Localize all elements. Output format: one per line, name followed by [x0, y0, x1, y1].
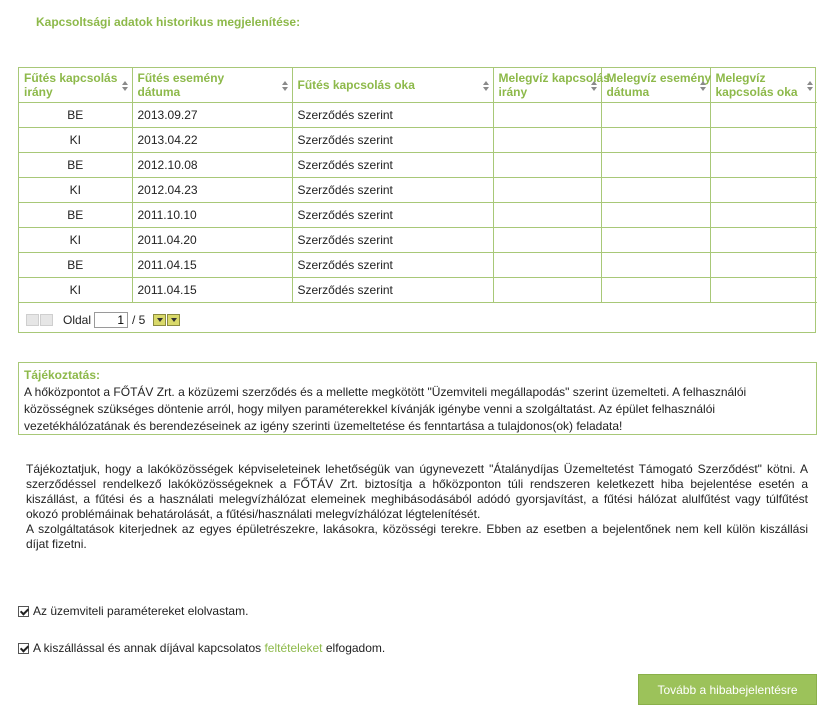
col-header-label: Fűtés esemény — [137, 70, 225, 85]
sort-icon[interactable] — [807, 81, 813, 91]
col-header-label: Melegvíz esemény — [606, 70, 712, 85]
terms-accept-label-before: A kiszállással és annak díjával kapcsolatos — [33, 641, 265, 655]
table-row[interactable] — [19, 177, 817, 202]
cell-heating-direction: BE — [19, 102, 132, 127]
last-page-button[interactable] — [167, 314, 180, 326]
cell-hotwater-direction — [493, 227, 601, 252]
first-page-button[interactable] — [26, 314, 39, 326]
sort-icon[interactable] — [122, 81, 128, 91]
cell-hotwater-direction — [493, 252, 601, 277]
cell-heating-date: 2013.09.27 — [132, 102, 292, 127]
cell-hotwater-reason — [710, 102, 817, 127]
cell-heating-reason: Szerződés szerint — [292, 177, 493, 202]
table-row[interactable] — [19, 102, 817, 127]
table-row[interactable] — [19, 277, 817, 302]
col-header-label: dátuma — [606, 84, 650, 99]
cell-hotwater-reason — [710, 152, 817, 177]
cell-hotwater-direction — [493, 127, 601, 152]
terms-accept-label-after: elfogadom. — [322, 641, 386, 655]
service-paragraph-2: A szolgáltatások kiterjednek az egyes épületrészekre, lakásokra, közösségi terekre. Ebben az esetben a bejelentőnek nem kell külön kiszállási díjat fizetni. — [26, 522, 808, 551]
table-header-row — [19, 68, 817, 102]
page-title: Kapcsoltsági adatok historikus megjelenítése: — [36, 15, 301, 29]
history-grid — [18, 67, 816, 333]
cell-heating-direction: KI — [19, 127, 132, 152]
cell-hotwater-reason — [710, 127, 817, 152]
cell-heating-reason: Szerződés szerint — [292, 227, 493, 252]
cell-hotwater-direction — [493, 277, 601, 302]
col-header-heating-date[interactable] — [132, 68, 292, 102]
cell-hotwater-date — [601, 177, 710, 202]
col-header-label: dátuma — [137, 84, 181, 99]
info-box — [18, 362, 817, 435]
cell-heating-direction: KI — [19, 177, 132, 202]
col-header-label: Fűtés kapcsolás oka — [297, 77, 415, 92]
next-page-button[interactable] — [153, 314, 166, 326]
cell-heating-reason: Szerződés szerint — [292, 127, 493, 152]
cell-heating-direction: BE — [19, 252, 132, 277]
cell-heating-date: 2011.04.20 — [132, 227, 292, 252]
table-row[interactable] — [19, 152, 817, 177]
cell-hotwater-reason — [710, 277, 817, 302]
cell-heating-direction: BE — [19, 152, 132, 177]
service-description — [26, 462, 808, 552]
cell-heating-date: 2011.04.15 — [132, 252, 292, 277]
cell-heating-direction: KI — [19, 277, 132, 302]
col-header-heating-reason[interactable] — [292, 68, 493, 102]
sort-icon[interactable] — [282, 81, 288, 91]
cell-hotwater-date — [601, 202, 710, 227]
col-header-hotwater-date[interactable] — [601, 68, 710, 102]
cell-hotwater-direction — [493, 102, 601, 127]
table-row[interactable] — [19, 227, 817, 252]
cell-hotwater-reason — [710, 252, 817, 277]
cell-heating-date: 2011.10.10 — [132, 202, 292, 227]
pager-label: Oldal — [63, 313, 92, 327]
col-header-label: kapcsolás oka — [715, 84, 798, 99]
col-header-heating-direction[interactable] — [19, 68, 132, 102]
terms-accept-checkbox[interactable] — [18, 643, 29, 654]
cell-hotwater-reason — [710, 177, 817, 202]
sort-icon[interactable] — [483, 81, 489, 91]
cell-heating-date: 2012.10.08 — [132, 152, 292, 177]
cell-heating-date: 2012.04.23 — [132, 177, 292, 202]
cell-heating-reason: Szerződés szerint — [292, 152, 493, 177]
service-paragraph-1: Tájékoztatjuk, hogy a lakóközösségek képviseleteinek lehetőségük van úgynevezett "Átalánydíjas Üzemeltetést Támogató Szerződést" kötni. A szerződéssel rendelkező lakóközösségeknek a FŐTÁV Zrt. biztosítja a hőközponton túli rendszeren keletkezett hiba bejelentése esetén a kiszállást, a fűtési és a használati melegvízhálózat elemeinek meghibásodásából adódó gyorsjavítást, a fűtési hálózat alulfűtést vagy túlfűtést okozó problémáinak behatárolását, a fűtési/használati melegvízhálózat légtelenítését. — [26, 462, 808, 521]
cell-heating-date: 2011.04.15 — [132, 277, 292, 302]
cell-hotwater-direction — [493, 177, 601, 202]
pager — [26, 312, 181, 328]
col-header-label: Melegvíz kapcsolás — [498, 70, 610, 85]
cell-hotwater-reason — [710, 227, 817, 252]
cell-heating-direction: KI — [19, 227, 132, 252]
cell-hotwater-direction — [493, 152, 601, 177]
params-read-checkbox-row[interactable] — [18, 604, 248, 618]
cell-hotwater-date — [601, 252, 710, 277]
history-table — [19, 68, 817, 303]
table-row[interactable] — [19, 127, 817, 152]
table-row[interactable] — [19, 202, 817, 227]
params-read-label: Az üzemviteli paramétereket elolvastam. — [33, 604, 249, 618]
cell-hotwater-date — [601, 277, 710, 302]
cell-heating-reason: Szerződés szerint — [292, 277, 493, 302]
continue-to-fault-report-button[interactable]: Tovább a hibabejelentésre — [638, 674, 817, 705]
page-number-input[interactable] — [94, 312, 128, 328]
info-heading: Tájékoztatás: — [24, 368, 101, 382]
cell-hotwater-date — [601, 102, 710, 127]
info-text: A hőközpontot a FŐTÁV Zrt. a közüzemi szerződés és a mellette megkötött "Üzemviteli megállapodás" szerint üzemelteti. A felhasználói közösségnek szükséges döntenie arról, hogy milyen paraméterekkel kívánják igénybe venni a szolgáltatást. Az épület felhasználói vezetékhálózatának és berendezéseinek az igény szerinti üzemeltetése és fenntartása a tulajdonos(ok) feladata! — [24, 385, 747, 433]
params-read-checkbox[interactable] — [18, 606, 29, 617]
prev-page-button[interactable] — [40, 314, 53, 326]
terms-accept-checkbox-row[interactable] — [18, 641, 385, 655]
col-header-label: irány — [498, 84, 528, 99]
sort-icon[interactable] — [700, 81, 706, 91]
cell-heating-direction: BE — [19, 202, 132, 227]
col-header-hotwater-reason[interactable] — [710, 68, 817, 102]
col-header-hotwater-direction[interactable] — [493, 68, 610, 102]
cell-heating-reason: Szerződés szerint — [292, 202, 493, 227]
cell-hotwater-direction — [493, 202, 601, 227]
col-header-label: Melegvíz — [715, 70, 766, 85]
sort-icon[interactable] — [591, 81, 597, 91]
cell-heating-reason: Szerződés szerint — [292, 102, 493, 127]
page-total: / 5 — [132, 313, 146, 327]
terms-link[interactable]: feltételeket — [264, 641, 323, 655]
cell-hotwater-reason — [710, 202, 817, 227]
cell-hotwater-date — [601, 127, 710, 152]
cell-hotwater-date — [601, 152, 710, 177]
cell-heating-reason: Szerződés szerint — [292, 252, 493, 277]
col-header-label: Fűtés kapcsolás — [24, 70, 118, 85]
col-header-label: irány — [24, 84, 53, 99]
cell-heating-date: 2013.04.22 — [132, 127, 292, 152]
table-row[interactable] — [19, 252, 817, 277]
cell-hotwater-date — [601, 227, 710, 252]
